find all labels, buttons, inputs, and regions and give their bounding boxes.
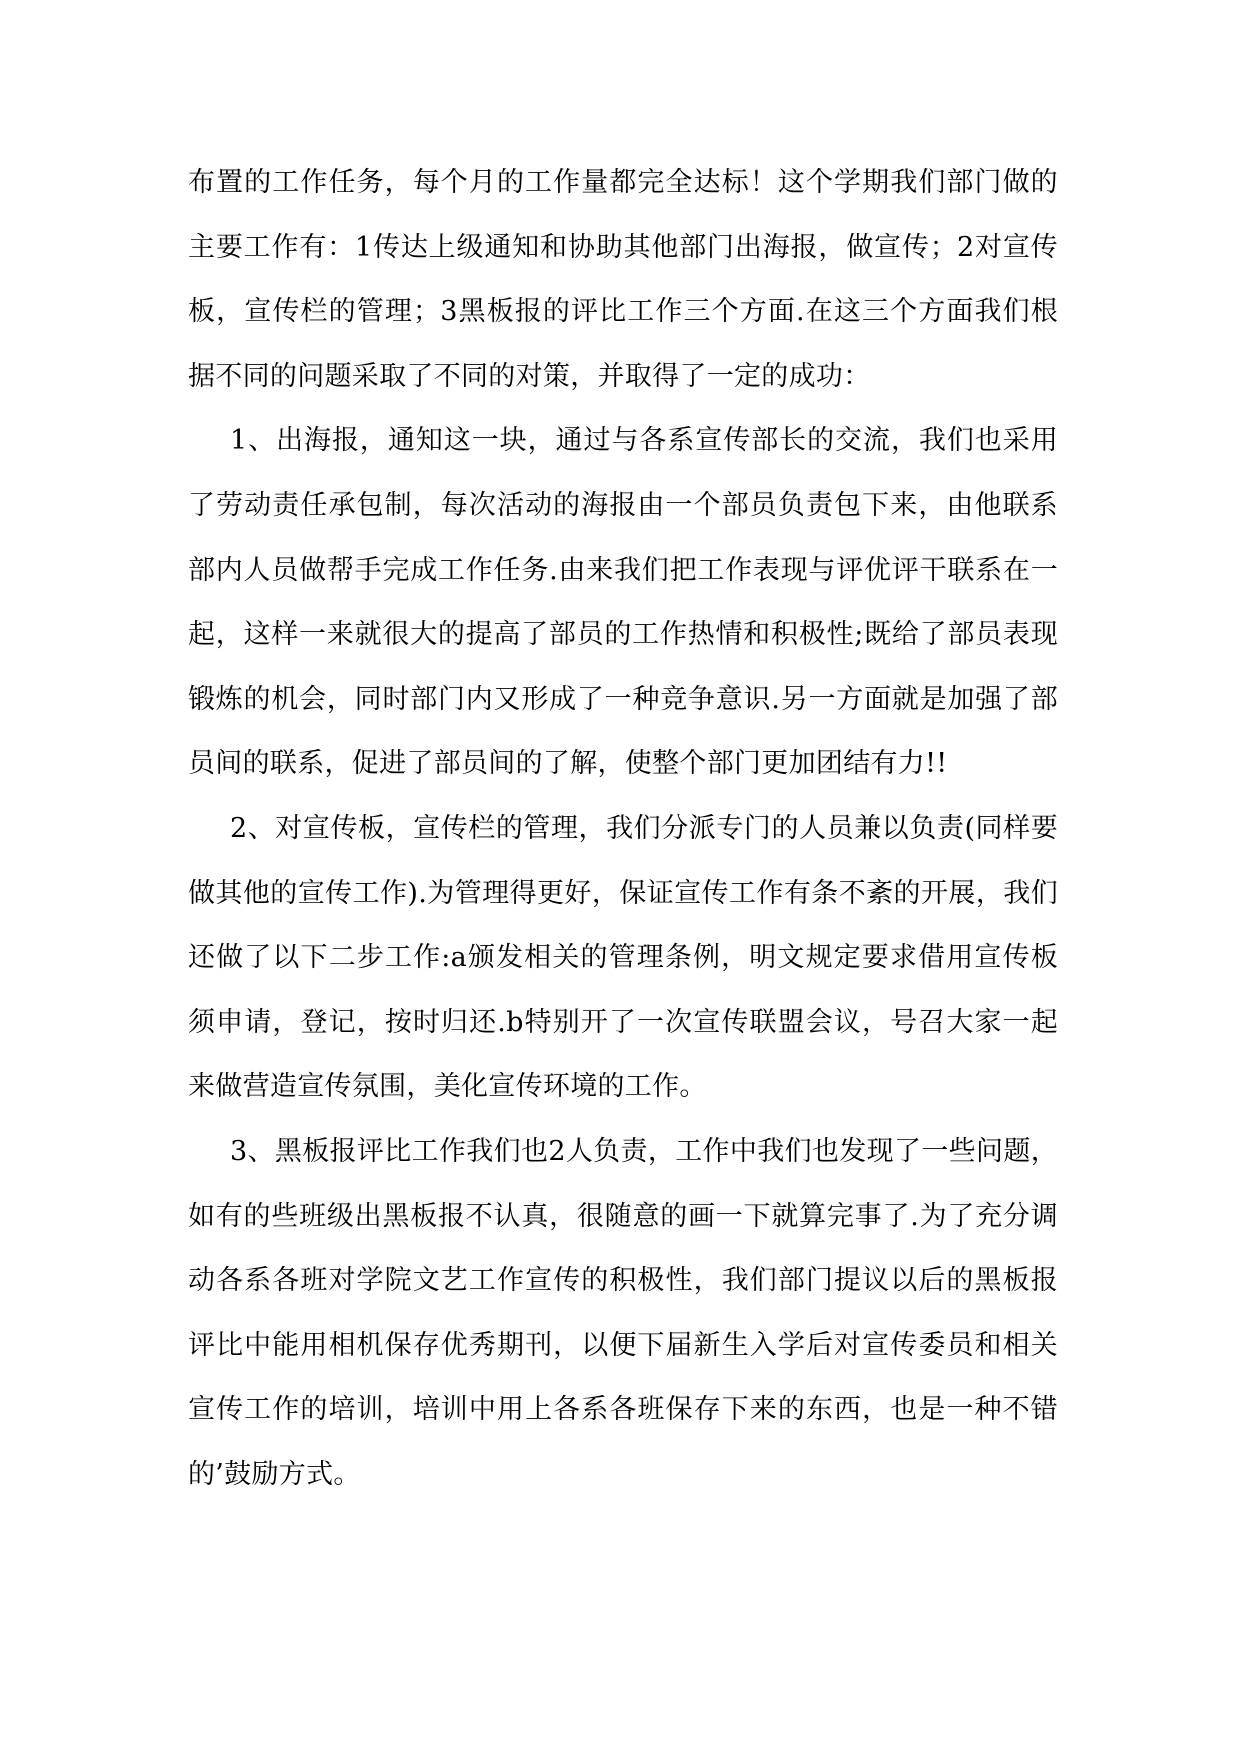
paragraph-item-2: 2、对宣传板，宣传栏的管理，我们分派专门的人员兼以负责(同样要做其他的宣传工作).为管理得更好，保证宣传工作有条不紊的开展，我们还做了以下二步工作:a颁发相关的管理条例，明文规定要求借用宣传板须申请，登记，按时归还.b特别开了一次宣传联盟会议，号召大家一起来做营造宣传氛围，美化宣传环境的工作。 bbox=[188, 812, 1058, 1103]
paragraph-item-1: 1、出海报，通知这一块，通过与各系宣传部长的交流，我们也采用了劳动责任承包制，每次活动的海报由一个部员负责包下来，由他联系部内人员做帮手完成工作任务.由来我们把工作表现与评优评干联系在一起，这样一来就很大的提高了部员的工作热情和积极性;既给了部员表现锻炼的机会，同时部门内又形成了一种竞争意识.另一方面就是加强了部员间的联系，促进了部员间的了解，使整个部门更加团结有力!! bbox=[188, 425, 1058, 780]
paragraph-intro: 布置的工作任务，每个月的工作量都完全达标！这个学期我们部门做的主要工作有：1传达上级通知和协助其他部门出海报，做宣传；2对宣传板，宣传栏的管理；3黑板报的评比工作三个方面.在这三个方面我们根据不同的问题采取了不同的对策，并取得了一定的成功： bbox=[188, 167, 1058, 392]
document-page bbox=[188, 151, 1058, 1507]
paragraph-item-3: 3、黑板报评比工作我们也2人负责，工作中我们也发现了一些问题，如有的些班级出黑板报不认真，很随意的画一下就算完事了.为了充分调动各系各班对学院文艺工作宣传的积极性，我们部门提议以后的黑板报评比中能用相机保存优秀期刊，以便下届新生入学后对宣传委员和相关宣传工作的培训，培训中用上各系各班保存下来的东西，也是一种不错的’鼓励方式。 bbox=[188, 1135, 1058, 1490]
